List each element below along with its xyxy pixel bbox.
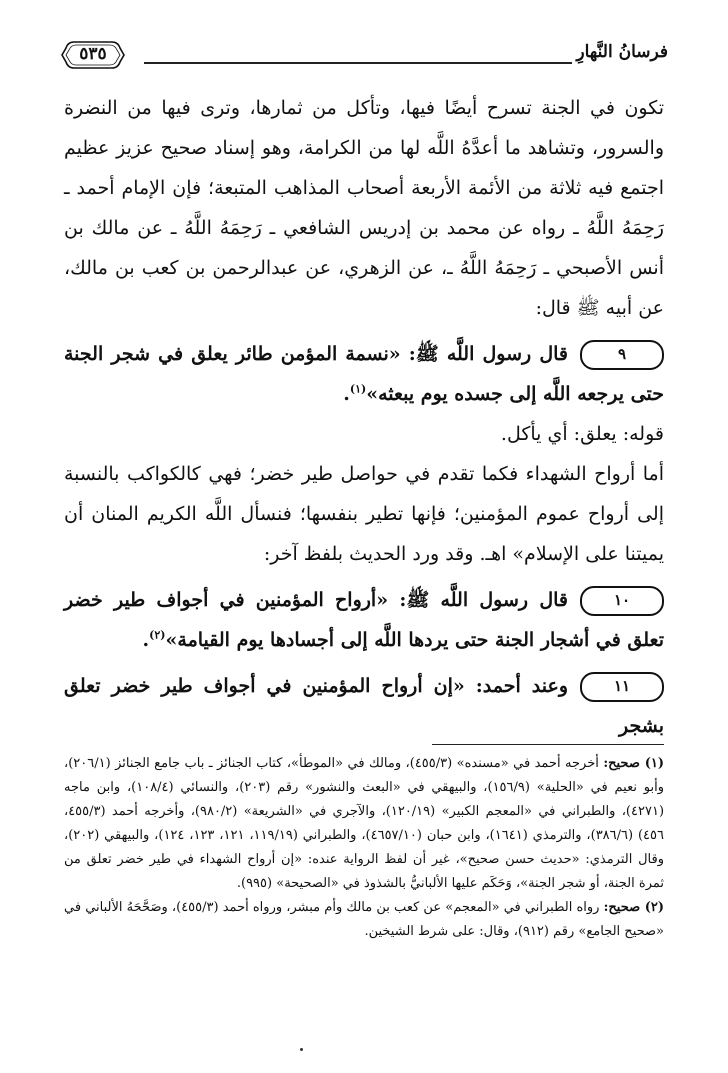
hadith-text: وعند أحمد: «إن أرواح المؤمنين في أجواف طير خضر تعلق بشجر	[64, 675, 664, 737]
hadith-text: قال رسول اللَّه ﷺ: «أرواح المؤمنين في أجواف طير خضر تعلق في أشجار الجنة حتى يردها اللَّه إلى أجسادها يوم القيامة»	[64, 589, 664, 651]
footnote-ref: (١)	[349, 382, 367, 396]
footnote-label: (١) صحيح:	[603, 756, 664, 771]
page-header	[60, 36, 668, 76]
footnote-1	[64, 752, 664, 896]
hadith-number-badge: ١٠	[580, 586, 664, 616]
paragraph-intro: تكون في الجنة تسرح أيضًا فيها، وتأكل من ثمارها، وترى فيها من النضرة والسرور، وتشاهد ما أعدَّهُ اللَّه لها من الكرامة، وهو إسناد صحيح عزيز عظيم اجتمع فيه ثلاثة من الأئمة الأربعة أصحاب المذاهب المتبعة؛ فإن الإمام أحمد ـ رَحِمَهُ اللَّهُ ـ رواه عن محمد بن إدريس الشافعي ـ رَحِمَهُ اللَّهُ ـ عن مالك بن أنس الأصبحي ـ رَحِمَهُ اللَّهُ ـ، عن الزهري، عن عبدالرحمن بن كعب بن مالك، عن أبيه ﷺ قال:	[64, 97, 664, 319]
footnote-2	[64, 896, 664, 944]
header-rule	[144, 62, 572, 64]
hadith-number-badge: ٩	[580, 340, 664, 370]
footnotes	[64, 752, 664, 944]
hadith-11	[64, 666, 664, 746]
page-number-badge	[60, 40, 126, 70]
hadith-number-badge: ١١	[580, 672, 664, 702]
hadith-10: ١٠قال رسول اللَّه ﷺ: «أرواح المؤمنين في أجواف طير خضر تعلق في أشجار الجنة حتى يردها اللَّه إلى أجسادها يوم القيامة»$^{(٢)}$.	[64, 580, 664, 660]
page-number: ٥٣٥	[79, 44, 107, 64]
hadith-text: قال رسول اللَّه ﷺ: «نسمة المؤمن طائر يعلق في شجر الجنة حتى يرجعه اللَّه إلى جسده يوم يبعثه»	[64, 343, 664, 405]
footnote-text: رواه الطبراني في «المعجم» عن كعب بن مالك وأم مبشر، ورواه أحمد (٤٥٥/٣)، وصَحَّحَهُ الألباني في «صحيح الجامع» رقم (٩١٢)، وقال: على شرط الشيخين.	[64, 900, 664, 939]
scan-speck	[300, 1048, 303, 1051]
running-title: فرسانُ النَّهارِ	[576, 42, 668, 62]
paragraph-martyrs: أما أرواح الشهداء فكما تقدم في حواصل طير خضر؛ فهي كالكواكب بالنسبة إلى أرواح عموم المؤمنين؛ فإنها تطير بنفسها؛ فنسأل اللَّه الكريم المنان أن يميتنا على الإسلام» اهـ. وقد ورد الحديث بلفظ آخر:	[64, 463, 664, 565]
footnote-rule	[432, 744, 664, 745]
footnote-text: أخرجه أحمد في «مسنده» (٤٥٥/٣)، ومالك في «الموطأ»، كتاب الجنائز ـ باب جامع الجنائز (٢٠٦/١)، وأبو نعيم في «الحلية» (١٥٦/٩)، والبيهقي في «البعث والنشور» رقم (٢٠٣)، والنسائي (١٠٨/٤)، وابن ماجه (٤٢٧١)، والطبراني في «المعجم الكبير» (١٢٠/١٩)، والآجري في «الشريعة» (٩٨٠/٢)، وأخرجه أحمد (٤٥٥/٣، ٤٥٦) (٣٨٦/٦)، والترمذي (١٦٤١)، وابن حبان (٤٦٥٧/١٠)، والطبراني (١١٩/١٩، ١٢١، ١٢٣، ١٢٤)، والبيهقي (٢٠٢)، وقال الترمذي: «حديث حسن صحيح»، غير أن لفظ الرواية عنده: «إن أرواح الشهداء في طير خضر تعلق من ثمرة الجنة، أو شجر الجنة»، وَحَكَم عليها الألبانيُّ بالشذوذ في «الصحيحة» (٩٩٥).	[64, 756, 665, 891]
footnote-ref: (٢)	[149, 628, 166, 642]
footnote-label: (٢) صحيح:	[603, 900, 664, 915]
paragraph-gloss: قوله: يعلق: أي يأكل.	[500, 423, 664, 445]
main-text	[64, 88, 664, 746]
hadith-9: ٩قال رسول اللَّه ﷺ: «نسمة المؤمن طائر يعلق في شجر الجنة حتى يرجعه اللَّه إلى جسده يوم يبعثه»$^{(١)}$.	[64, 334, 664, 414]
